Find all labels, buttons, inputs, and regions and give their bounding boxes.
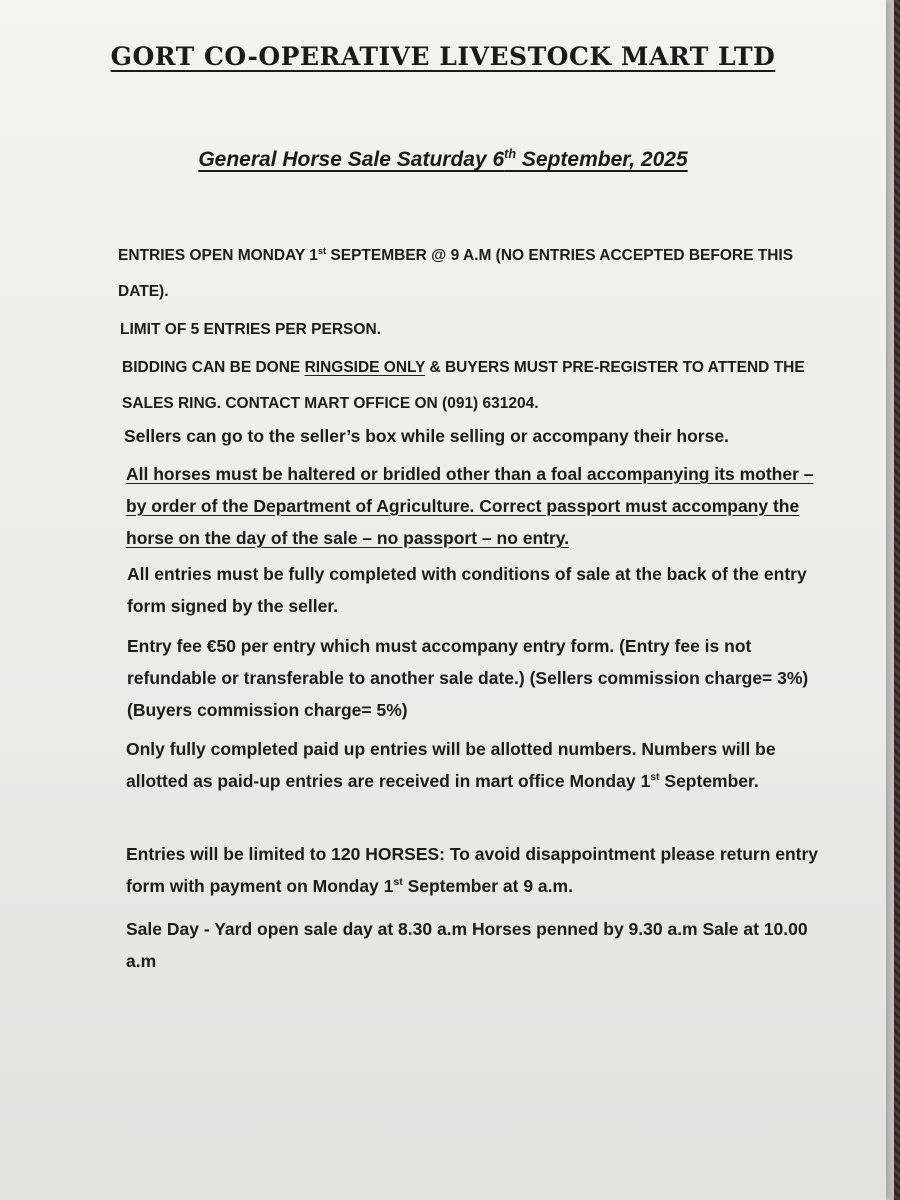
bidding-pre: BIDDING CAN BE DONE xyxy=(122,359,305,376)
ringside-only-text: RINGSIDE ONLY xyxy=(304,359,426,376)
numbers-pre: Only fully completed paid up entries will be allotted numbers. Numbers will be allotted as paid-up entries are received in mart office Monday 1 xyxy=(126,739,776,791)
numbers-paragraph xyxy=(126,733,826,797)
conditions-paragraph: All entries must be fully completed with conditions of sale at the back of the entry form signed by the seller. xyxy=(127,564,807,616)
sale-day-paragraph: Sale Day - Yard open sale day at 8.30 a.m Horses penned by 9.30 a.m Sale at 10.00 a.m xyxy=(126,919,808,971)
entry-fee-paragraph: Entry fee €50 per entry which must accompany entry form. (Entry fee is not refundable or transferable to another sale date.) (Sellers commission charge= 3%) (Buyers commission charge= 5%) xyxy=(127,636,809,720)
entries-open-post: SEPTEMBER @ 9 A.M (NO ENTRIES ACCEPTED BEFORE THIS DATE). xyxy=(118,247,794,300)
subtitle-pre: General Horse Sale Saturday 6 xyxy=(198,148,505,171)
entries-open-ordinal: st xyxy=(317,245,327,256)
mart-title: GORT CO-OPERATIVE LIVESTOCK MART LTD xyxy=(110,42,776,71)
limited-post: September at 9 a.m. xyxy=(402,876,573,896)
limited-entries-paragraph xyxy=(126,838,826,902)
entries-open-paragraph xyxy=(118,238,798,310)
bidding-paragraph xyxy=(122,350,812,422)
entries-open-pre: ENTRIES OPEN MONDAY 1 xyxy=(118,247,318,264)
entry-limit-paragraph: LIMIT OF 5 ENTRIES PER PERSON. xyxy=(120,321,381,338)
numbers-ordinal: st xyxy=(650,771,660,784)
limited-pre: Entries will be limited to 120 HORSES: To avoid disappointment please return entry form with payment on Monday 1 xyxy=(126,844,819,896)
sellers-paragraph: Sellers can go to the seller’s box while selling or accompany their horse. xyxy=(124,426,729,446)
bidding-post: & BUYERS MUST PRE-REGISTER TO ATTEND THE SALES RING. CONTACT MART OFFICE ON (091) 631204. xyxy=(122,359,805,412)
haltered-paragraph: All horses must be haltered or bridled other than a foal accompanying its mother – by order of the Department of Agriculture. Correct passport must accompany the horse on the day of the sale – no passport – no entry. xyxy=(126,464,814,548)
limited-ordinal: st xyxy=(393,876,403,889)
numbers-post: September. xyxy=(659,771,759,791)
sale-subtitle xyxy=(0,148,886,172)
subtitle-ordinal: th xyxy=(504,147,517,161)
subtitle-post: September, 2025 xyxy=(516,148,688,171)
